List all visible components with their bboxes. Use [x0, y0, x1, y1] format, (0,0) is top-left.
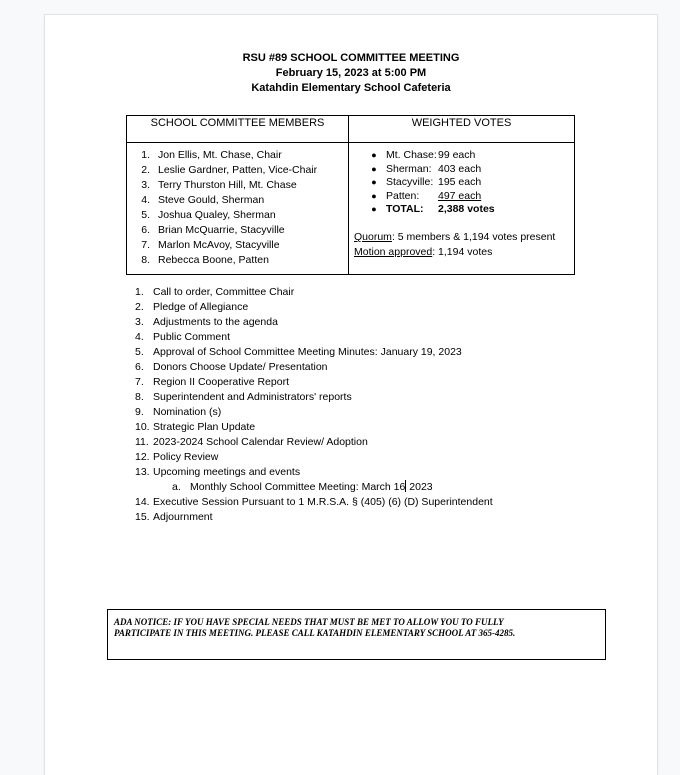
members-column-header: SCHOOL COMMITTEE MEMBERS — [127, 116, 349, 143]
member-item: 7. Marlon McAvoy, Stacyville — [141, 239, 280, 251]
votes-cell — [349, 143, 575, 275]
vote-item: ● Stacyville: 195 each — [350, 176, 573, 190]
header-date: February 15, 2023 at 5:00 PM — [275, 67, 427, 79]
bullet-icon: ● — [371, 204, 377, 215]
agenda-item: 4. Public Comment — [135, 331, 231, 343]
header-location: Katahdin Elementary School Cafeteria — [251, 82, 451, 94]
agenda-sub-item: a. Monthly School Committee Meeting: March 16 2023 — [172, 481, 433, 493]
ada-notice — [107, 609, 606, 660]
agenda-item: 11. 2023-2024 School Calendar Review/ Adoption — [135, 436, 368, 448]
agenda-item: 15. Adjournment — [135, 511, 213, 523]
agenda-item: 5. Approval of School Committee Meeting Minutes: January 19, 2023 — [135, 346, 462, 358]
agenda-item: 14. Executive Session Pursuant to 1 M.R.S.A. § (405) (6) (D) Superintendent — [135, 496, 493, 508]
motion-label: Motion approved — [354, 245, 433, 258]
quorum-label: Quorum — [354, 230, 392, 243]
agenda-item: 12. Policy Review — [135, 451, 219, 463]
votes-column-header: WEIGHTED VOTES — [349, 116, 575, 143]
agenda-item: 13. Upcoming meetings and events — [135, 466, 301, 478]
bullet-icon: ● — [371, 150, 377, 160]
bullet-icon: ● — [371, 177, 377, 188]
vote-item: ● Mt. Chase:99 each — [350, 149, 573, 163]
motion-text: : 1,194 votes — [432, 245, 493, 258]
member-item: 5. Joshua Qualey, Sherman — [141, 209, 276, 221]
member-item: 8. Rebecca Boone, Patten — [141, 254, 269, 266]
quorum-text: : 5 members & 1,194 votes present — [391, 230, 556, 243]
agenda-list — [135, 285, 493, 525]
agenda-item: 7. Region II Cooperative Report — [135, 376, 289, 388]
agenda-item: 9. Nomination (s) — [135, 406, 222, 418]
agenda-item: 2. Pledge of Allegiance — [135, 301, 249, 313]
vote-item: ● Patten: 497 each — [350, 190, 573, 204]
agenda-item: 8. Superintendent and Administrators' reports — [135, 391, 352, 403]
member-item: 1. Jon Ellis, Mt. Chase, Chair — [141, 149, 282, 161]
ada-notice-line1: ADA NOTICE: IF YOU HAVE SPECIAL NEEDS THAT MUST BE MET TO ALLOW YOU TO FULLY — [114, 617, 504, 627]
member-item: 6. Brian McQuarrie, Stacyville — [141, 224, 285, 236]
member-item: 3. Terry Thurston Hill, Mt. Chase — [141, 179, 297, 191]
member-list — [128, 148, 347, 268]
quorum-info — [354, 230, 573, 260]
header-title: RSU #89 SCHOOL COMMITTEE MEETING — [242, 52, 460, 64]
agenda-item: 6. Donors Choose Update/ Presentation — [135, 361, 328, 373]
member-item: 4. Steve Gould, Sherman — [141, 194, 265, 206]
votes-list — [350, 149, 573, 217]
members-votes-table — [126, 115, 575, 275]
vote-item: ● Sherman: 403 each — [350, 163, 573, 177]
vote-total: ● TOTAL: 2,388 votes — [350, 203, 573, 217]
ada-notice-line2: PARTICIPATE IN THIS MEETING. PLEASE CALL KATAHDIN ELEMENTARY SCHOOL AT 365-4285. — [114, 628, 516, 638]
agenda-item: 3. Adjustments to the agenda — [135, 316, 278, 328]
member-item: 2. Leslie Gardner, Patten, Vice-Chair — [141, 164, 318, 176]
bullet-icon: ● — [371, 190, 377, 201]
meeting-header — [45, 51, 657, 96]
agenda-item: 10. Strategic Plan Update — [135, 421, 256, 433]
bullet-icon: ● — [371, 163, 377, 174]
members-cell — [127, 143, 349, 275]
agenda-item: 1. Call to order, Committee Chair — [135, 286, 295, 298]
document-page — [45, 15, 657, 775]
